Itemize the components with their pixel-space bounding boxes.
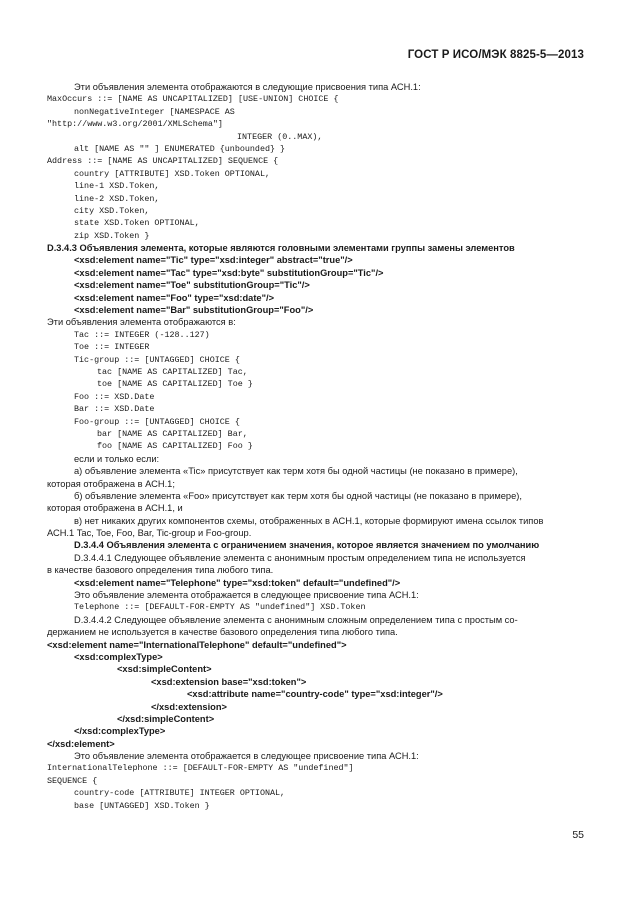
code-line: nonNegativeInteger [NAMESPACE AS xyxy=(74,106,235,117)
code-line: "http://www.w3.org/2001/XMLSchema"] xyxy=(47,119,223,130)
text-line: Эти объявления элемента отображаются в следующие присвоения типа АСН.1: xyxy=(74,82,421,92)
text-line: а) объявление элемента «Tic» присутствует как терм хотя бы одной частицы (не показано в примере), xyxy=(74,466,518,477)
code-line: SEQUENCE { xyxy=(47,775,98,786)
xml-line: <xsd:element name="Tac" type="xsd:byte" substitutionGroup="Tic"/> xyxy=(74,267,384,278)
text-line: в качестве базового определения типа любого типа. xyxy=(47,565,274,576)
code-line: Address ::= [NAME AS UNCAPITALIZED] SEQUENCE { xyxy=(47,156,279,167)
code-line: Bar ::= XSD.Date xyxy=(74,404,155,415)
xml-line: </xsd:extension> xyxy=(151,701,227,712)
code-line: Foo ::= XSD.Date xyxy=(74,391,155,402)
code-line: tac [NAME AS CAPITALIZED] Tac, xyxy=(97,366,248,377)
text-line: которая отображена в АСН.1, и xyxy=(47,503,183,514)
code-line: base [UNTAGGED] XSD.Token } xyxy=(74,800,210,811)
code-line: country [ATTRIBUTE] XSD.Token OPTIONAL, xyxy=(74,168,271,179)
code-line: Foo-group ::= [UNTAGGED] CHOICE { xyxy=(74,416,240,427)
text-line: Это объявление элемента отображается в следующее присвоение типа АСН.1: xyxy=(74,590,419,601)
xml-line: </xsd:element> xyxy=(47,738,115,749)
code-line: country-code [ATTRIBUTE] INTEGER OPTIONAL, xyxy=(74,788,286,799)
code-line: alt [NAME AS "" ] ENUMERATED {unbounded} } xyxy=(74,143,286,154)
document-body xyxy=(47,81,587,812)
section-heading: D.3.4.4 Объявления элемента с ограничением значения, которое является значением по умолчанию xyxy=(74,540,540,551)
code-line: MaxOccurs ::= [NAME AS UNCAPITALIZED] [USE-UNION] CHOICE { xyxy=(47,94,339,105)
text-line: держанием не используется в качестве базового определения типа любого типа. xyxy=(47,627,398,638)
code-line: Telephone ::= [DEFAULT-FOR-EMPTY AS "undefined"] XSD.Token xyxy=(74,602,366,613)
xml-line: <xsd:element name="Telephone" type="xsd:token" default="undefined"/> xyxy=(74,577,401,588)
code-line: bar [NAME AS CAPITALIZED] Bar, xyxy=(97,428,248,439)
text-line: АСН.1 Tac, Toe, Foo, Bar, Tic-group и Foo-group. xyxy=(47,528,252,539)
text-line: которая отображена в АСН.1; xyxy=(47,478,175,489)
code-line: Tic-group ::= [UNTAGGED] CHOICE { xyxy=(74,354,240,365)
text-line: D.3.4.4.1 Следующее объявление элемента с анонимным простым определением типа не используется xyxy=(74,552,526,563)
code-line: city XSD.Token, xyxy=(74,205,150,216)
code-line: zip XSD.Token } xyxy=(74,230,150,241)
code-line: INTEGER (0..MAX), xyxy=(237,131,323,142)
code-line: foo [NAME AS CAPITALIZED] Foo } xyxy=(97,441,253,452)
xml-line: </xsd:complexType> xyxy=(74,726,166,737)
code-line: InternationalTelephone ::= [DEFAULT-FOR-EMPTY AS "undefined"] xyxy=(47,763,354,774)
code-line: state XSD.Token OPTIONAL, xyxy=(74,218,200,229)
text-line: D.3.4.4.2 Следующее объявление элемента с анонимным сложным определением типа с простым со- xyxy=(74,614,518,625)
code-line: line-1 XSD.Token, xyxy=(74,181,160,192)
section-heading: D.3.4.3 Объявления элемента, которые являются головными элементами группы замены элементов xyxy=(47,243,515,254)
text-line: если и только если: xyxy=(74,453,160,464)
text-line: Это объявление элемента отображается в следующее присвоение типа АСН.1: xyxy=(74,751,419,762)
code-line: line-2 XSD.Token, xyxy=(74,193,160,204)
xml-line: <xsd:element name="Toe" substitutionGroup="Tic"/> xyxy=(74,280,310,291)
xml-line: <xsd:element name="InternationalTelephone" default="undefined"> xyxy=(47,639,347,650)
xml-line: </xsd:simpleContent> xyxy=(117,713,215,724)
xml-line: <xsd:element name="Foo" type="xsd:date"/> xyxy=(74,292,275,303)
xml-line: <xsd:simpleContent> xyxy=(117,664,212,675)
xml-line: <xsd:element name="Bar" substitutionGroup="Foo"/> xyxy=(74,305,314,316)
code-line: Tac ::= INTEGER (-128..127) xyxy=(74,329,210,340)
text-line: б) объявление элемента «Foo» присутствует как терм хотя бы одной частицы (не показано в примере), xyxy=(74,490,522,501)
xml-line: <xsd:complexType> xyxy=(74,651,163,662)
code-line: toe [NAME AS CAPITALIZED] Toe } xyxy=(97,379,253,390)
xml-line: <xsd:extension base="xsd:token"> xyxy=(151,676,307,687)
text-line: Эти объявления элемента отображаются в: xyxy=(47,317,236,328)
xml-line: <xsd:element name="Tic" type="xsd:integer" abstract="true"/> xyxy=(74,255,353,266)
page-number: 55 xyxy=(572,829,584,841)
xml-line: <xsd:attribute name="country-code" type="xsd:integer"/> xyxy=(187,689,443,700)
document-header: ГОСТ Р ИСО/МЭК 8825-5—2013 xyxy=(407,49,584,61)
text-line: в) нет никаких других компонентов схемы, отображенных в АСН.1, которые формируют имена ссылок типов xyxy=(74,515,544,526)
code-line: Toe ::= INTEGER xyxy=(74,342,150,353)
